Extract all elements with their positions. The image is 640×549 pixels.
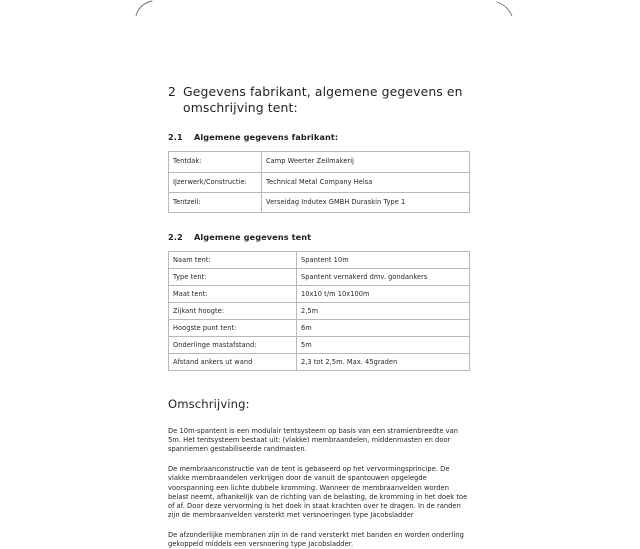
table-row bbox=[169, 172, 470, 192]
chapter-title: Gegevens fabrikant, algemene gegevens en omschrijving tent: bbox=[183, 84, 463, 115]
table-cell-value: 2,3 tot 2,5m. Max. 45graden bbox=[297, 354, 470, 371]
table-cell-value: 10x10 t/m 10x100m bbox=[297, 286, 470, 303]
omschrijving-paragraph-3: De afzonderlijke membranen zijn in de rand versterkt met banden en worden onderling gekoppeld middels een versnoering type Jacobsladder. bbox=[168, 530, 464, 549]
section-heading-2-2 bbox=[168, 232, 470, 243]
table-cell-label: Hoogste punt tent: bbox=[169, 320, 297, 337]
scan-artifact-arcs bbox=[0, 0, 640, 24]
omschrijving-paragraph-1: De 10m-spantent is een modulair tentsysteem op basis van een stramienbreedte van 5m. Het tentsysteem bestaat uit: (vlakke) membraandelen, middenmasten en door spanriemen gestabiliseerde randmasten. bbox=[168, 427, 459, 454]
table-cell-value: Spantent 10m bbox=[297, 252, 470, 269]
table-row bbox=[169, 152, 470, 172]
table-cell-label: Onderlinge mastafstand: bbox=[169, 337, 297, 354]
table-row bbox=[169, 252, 470, 269]
section-number-2-1: 2.1 bbox=[168, 132, 183, 143]
table-row bbox=[169, 303, 470, 320]
table-cell-value: Verseidag Indutex GMBH Duraskin Type 1 bbox=[262, 192, 470, 212]
table-row bbox=[169, 269, 470, 286]
table-row bbox=[169, 320, 470, 337]
table-cell-label: Naam tent: bbox=[169, 252, 297, 269]
chapter-number: 2 bbox=[168, 84, 177, 99]
table-algemene-gegevens-fabrikant bbox=[168, 151, 470, 213]
section-title-2-1: Algemene gegevens fabrikant: bbox=[194, 132, 339, 143]
table-row bbox=[169, 192, 470, 212]
table-cell-label: Tentdak: bbox=[169, 152, 262, 172]
section-number-2-2: 2.2 bbox=[168, 232, 183, 243]
table-cell-label: Maat tent: bbox=[169, 286, 297, 303]
table-cell-value: 6m bbox=[297, 320, 470, 337]
table-cell-label: Zijkant hoogte: bbox=[169, 303, 297, 320]
table-algemene-gegevens-tent bbox=[168, 251, 470, 371]
table-cell-value: Camp Weerter Zeilmakerij bbox=[262, 152, 470, 172]
table-cell-label: Afstand ankers ut wand bbox=[169, 354, 297, 371]
omschrijving-paragraph-2: De membraanconstructie van de tent is gebaseerd op het vervormingsprincipe. De vlakke membraandelen verkrijgen door de vanuit de spantouwen opgelegde voorspanning een lichte dubbele kromming. Wanneer de membraanvelden worden belast neemt, afhankelijk van de richting van de belasting, de kromming in het doek toe of af. Door deze vervorming is het doek in staat krachten over te dragen. In de randen zijn de membraanvelden versterkt met versnoeringen type Jacobsladder bbox=[168, 465, 468, 519]
table-cell-value: 2,5m bbox=[297, 303, 470, 320]
table-row bbox=[169, 286, 470, 303]
document-content bbox=[168, 84, 470, 549]
omschrijving-heading: Omschrijving: bbox=[168, 397, 250, 412]
table-cell-value: Technical Metal Company Helsa bbox=[262, 172, 470, 192]
table-cell-value: 5m bbox=[297, 337, 470, 354]
table-row bbox=[169, 337, 470, 354]
page-title bbox=[168, 84, 470, 115]
table-cell-value: Spantent vernakerd dmv. gondankers bbox=[297, 269, 470, 286]
table-cell-label: Type tent: bbox=[169, 269, 297, 286]
table-row bbox=[169, 354, 470, 371]
table-cell-label: Tentzeil: bbox=[169, 192, 262, 212]
section-title-2-2: Algemene gegevens tent bbox=[194, 232, 312, 243]
section-heading-2-1 bbox=[168, 132, 470, 143]
table-cell-label: IJzerwerk/Constructie: bbox=[169, 172, 262, 192]
